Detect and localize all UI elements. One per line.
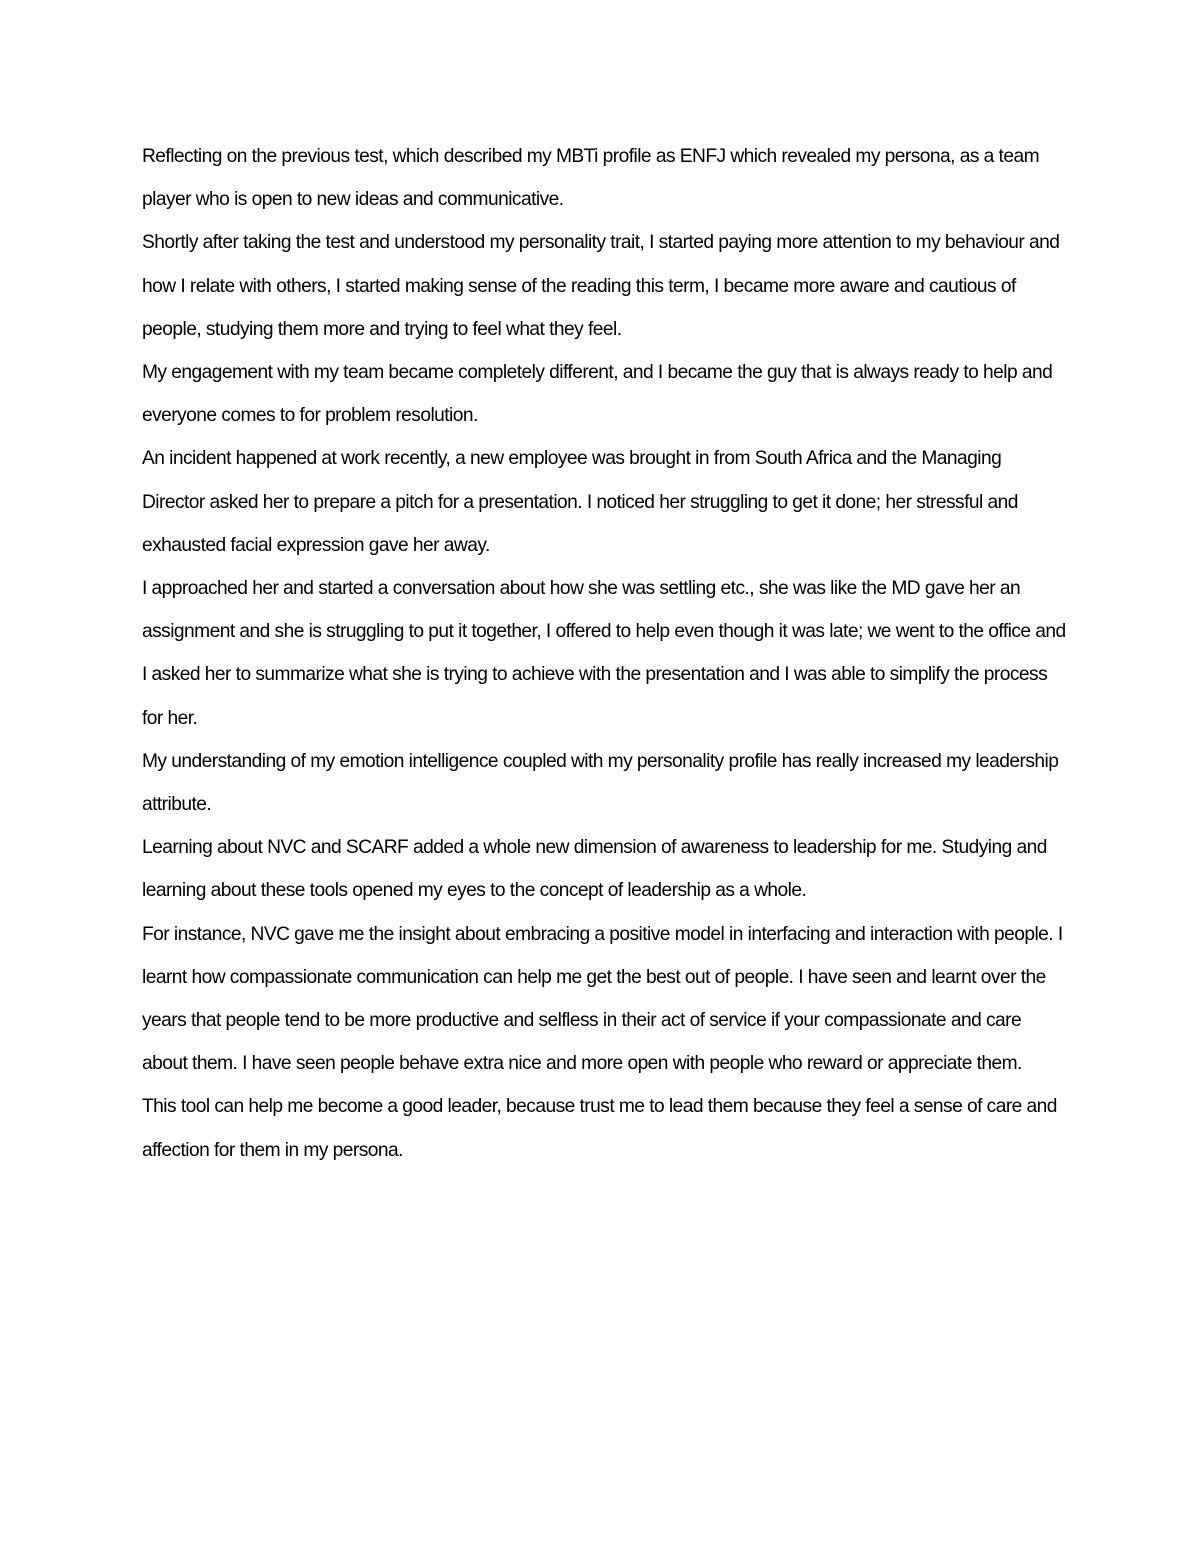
- paragraph-6: My understanding of my emotion intelligence coupled with my personality profile has really increased my leadership attribute.: [142, 750, 1059, 816]
- paragraph-3: My engagement with my team became completely different, and I became the guy that is always ready to help and everyone comes to for problem resolution.: [142, 362, 1053, 427]
- paragraph-5: I approached her and started a conversation about how she was settling etc., she was like the MD gave her an assignment and she is struggling to put it together, I offered to help even though it was late; we went to the office and I asked her to summarize what she is trying to achieve with the presentation and I was able to simplify the process for her.: [142, 578, 1066, 729]
- paragraph-7: Learning about NVC and SCARF added a whole new dimension of awareness to leadership for me. Studying and learning about these tools opened my eyes to the concept of leadership as a whole.: [142, 837, 1047, 902]
- paragraph-9: This tool can help me become a good leader, because trust me to lead them because they feel a sense of care and affection for them in my persona.: [142, 1096, 1057, 1161]
- paragraph-2: Shortly after taking the test and understood my personality trait, I started paying more attention to my behaviour and how I relate with others, I started making sense of the reading this term, I became more aware and cautious of people, studying them more and trying to feel what they feel.: [142, 232, 1060, 340]
- document-body: [142, 135, 1067, 1172]
- paragraph-1: Reflecting on the previous test, which described my MBTi profile as ENFJ which revealed my persona, as a team player who is open to new ideas and communicative.: [142, 146, 1039, 211]
- paragraph-8: For instance, NVC gave me the insight about embracing a positive model in interfacing and interaction with people. I learnt how compassionate communication can help me get the best out of people. I have seen and learnt over the years that people tend to be more productive and selfless in their act of service if your compassionate and care about them. I have seen people behave extra nice and more open with people who reward or appreciate them.: [142, 923, 1063, 1075]
- paragraph-4: An incident happened at work recently, a new employee was brought in from South Africa and the Managing Director asked her to prepare a pitch for a presentation. I noticed her struggling to get it done; her stressful and exhausted facial expression gave her away.: [142, 448, 1018, 556]
